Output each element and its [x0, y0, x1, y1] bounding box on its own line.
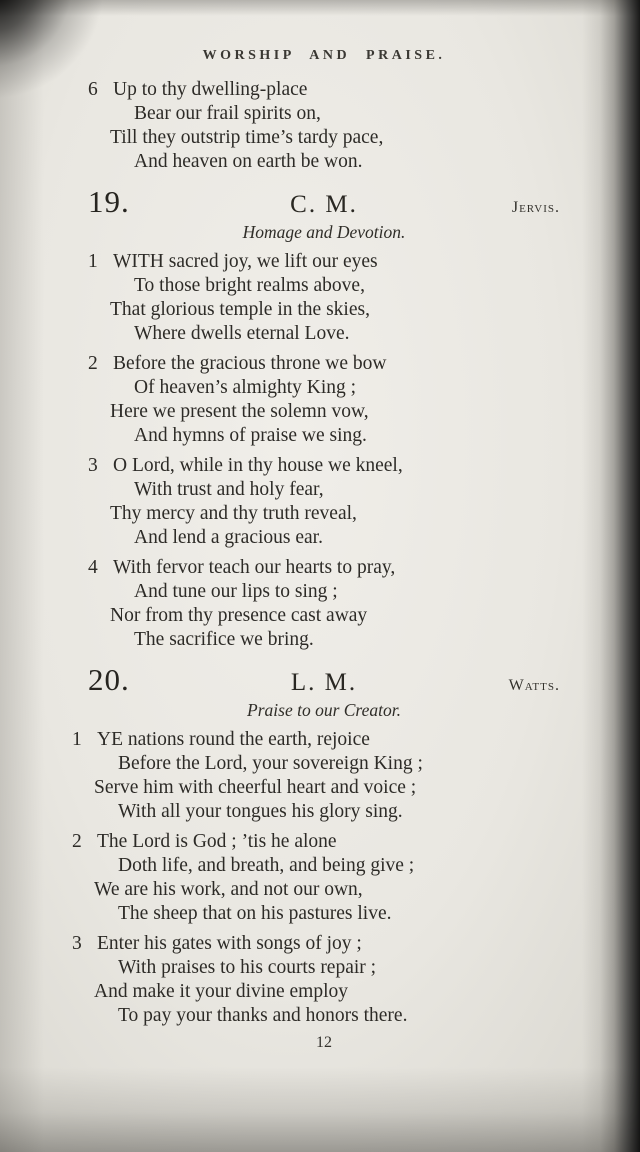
hymn-author: Jervis.	[511, 199, 560, 216]
verse	[88, 556, 560, 652]
hymn-author: Watts.	[508, 677, 560, 694]
verse-line	[72, 830, 560, 854]
verse-line	[88, 78, 560, 102]
verse-number: 6	[88, 79, 98, 100]
verse-line: Bear our frail spirits on,	[134, 103, 321, 124]
hymn-number: 20.	[88, 662, 130, 697]
verse-line: Of heaven’s almighty King ;	[134, 377, 357, 398]
verse-line	[72, 932, 560, 956]
verse-line	[72, 728, 560, 752]
verse-text: O Lord, while in thy house we kneel,	[113, 455, 403, 476]
verse-line: To those bright realms above,	[134, 275, 365, 296]
verse-line: Till they outstrip time’s tardy pace,	[110, 127, 384, 148]
verse	[72, 932, 560, 1028]
verse-line	[88, 454, 560, 478]
verse-line: The sheep that on his pastures live.	[118, 903, 392, 924]
running-header: WORSHIP AND PRAISE.	[202, 48, 446, 63]
verse-line: With praises to his courts repair ;	[118, 957, 377, 978]
verse-line: Serve him with cheerful heart and voice ;	[94, 777, 417, 798]
hymn-subtitle: Praise to our Creator.	[247, 700, 401, 720]
hymn-heading	[88, 662, 560, 698]
verse-line: Nor from thy presence cast away	[110, 605, 368, 626]
verse-line: The sacrifice we bring.	[134, 629, 314, 650]
verse-text: Enter his gates with songs of joy ;	[97, 933, 362, 954]
hymn-subtitle: Homage and Devotion.	[242, 222, 406, 242]
verse-line: To pay your thanks and honors there.	[118, 1005, 408, 1026]
verse-text: Before the gracious throne we bow	[113, 353, 387, 374]
verse-line	[88, 250, 560, 274]
verse-text: WITH sacred joy, we lift our eyes	[113, 251, 378, 272]
verse-line: Doth life, and breath, and being give ;	[118, 855, 415, 876]
hymn-continuation	[88, 78, 560, 174]
verse-line: And hymns of praise we sing.	[134, 425, 367, 446]
verse-line: And make it your divine employ	[94, 981, 348, 1002]
verse-line: Before the Lord, your sovereign King ;	[118, 753, 423, 774]
verse	[72, 830, 560, 926]
verse-line: We are his work, and not our own,	[94, 879, 363, 900]
verse-line	[88, 352, 560, 376]
verse-line: And heaven on earth be won.	[134, 151, 363, 172]
verse-line: Here we present the solemn vow,	[110, 401, 369, 422]
verse-line	[88, 556, 560, 580]
verse-line: Where dwells eternal Love.	[134, 323, 350, 344]
verse	[72, 728, 560, 824]
verse	[88, 454, 560, 550]
verse-line: Thy mercy and thy truth reveal,	[110, 503, 357, 524]
hymn-number: 19.	[88, 184, 130, 219]
verse-text: With fervor teach our hearts to pray,	[113, 557, 396, 578]
page-number: 12	[316, 1034, 332, 1051]
verse-number: 1	[88, 251, 98, 272]
verse-number: 3	[88, 455, 98, 476]
verse-number: 2	[88, 353, 98, 374]
verse	[88, 352, 560, 448]
verse-number: 1	[72, 729, 82, 750]
verse-line: And lend a gracious ear.	[134, 527, 323, 548]
verse-text: Up to thy dwelling-place	[113, 79, 308, 100]
verse-line: That glorious temple in the skies,	[110, 299, 370, 320]
hymn-meter: L. M.	[290, 669, 358, 696]
verse-number: 4	[88, 557, 98, 578]
hymn-heading	[88, 184, 560, 220]
verse-text: The Lord is God ; ’tis he alone	[97, 831, 337, 852]
verse-line: With trust and holy fear,	[134, 479, 324, 500]
verse-line: And tune our lips to sing ;	[134, 581, 338, 602]
hymn-meter: C. M.	[290, 191, 358, 218]
verse-number: 3	[72, 933, 82, 954]
hymn-20	[72, 662, 560, 1028]
verse-line: With all your tongues his glory sing.	[118, 801, 403, 822]
hymn-19	[88, 184, 560, 652]
verse-number: 2	[72, 831, 82, 852]
verse	[88, 250, 560, 346]
verse	[88, 78, 560, 174]
verse-text: YE nations round the earth, rejoice	[97, 729, 370, 750]
